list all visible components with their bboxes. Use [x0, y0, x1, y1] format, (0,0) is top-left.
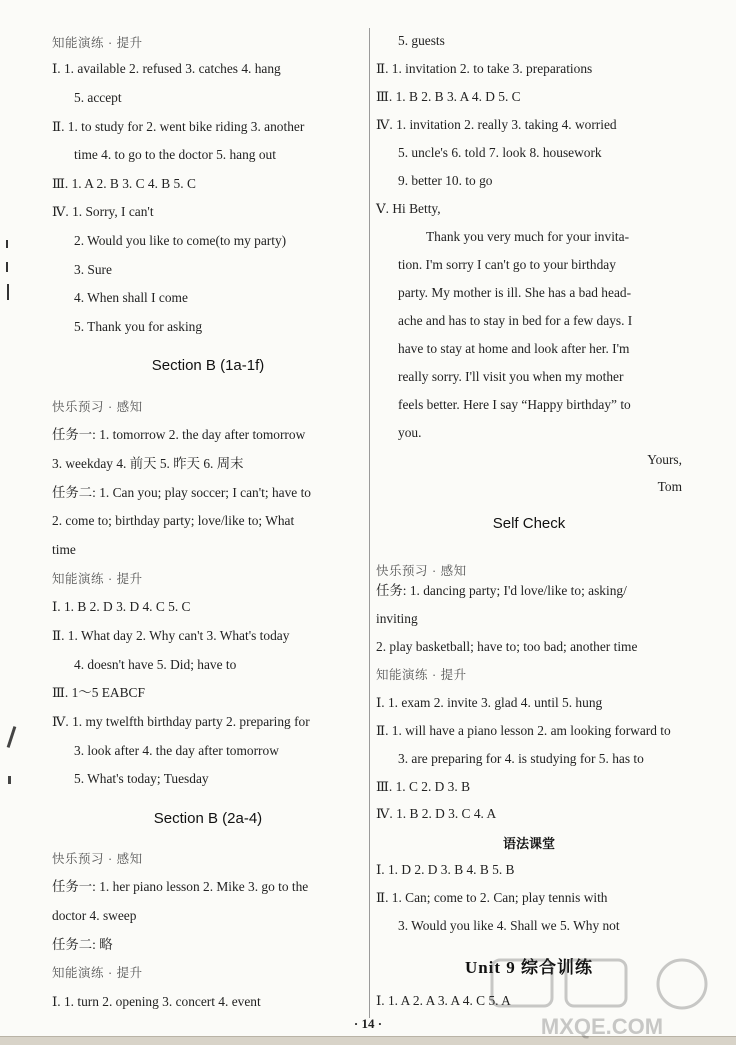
binding-hole-mark [8, 776, 11, 784]
answer-line: 5. uncle's 6. told 7. look 8. housework [398, 145, 602, 160]
answer-line: Ⅰ. 1. turn 2. opening 3. concert 4. event [52, 994, 261, 1009]
svg-text:MXQE.COM: MXQE.COM [540, 1014, 664, 1039]
answer-line: 3. weekday 4. 前天 5. 昨天 6. 周末 [52, 456, 244, 471]
answer-line: 任务一: 1. her piano lesson 2. Mike 3. go to the [52, 879, 309, 894]
answer-line: Ⅰ. 1. A 2. A 3. A 4. C 5. A [376, 993, 511, 1008]
subsection-heading: 知能演练 · 提升 [52, 36, 143, 50]
answer-line: Ⅱ. 1. to study for 2. went bike riding 3. another [52, 119, 305, 134]
answer-line: Ⅲ. 1～5 EABCF [52, 685, 145, 700]
answer-line: Ⅰ. 1. B 2. D 3. D 4. C 5. C [52, 599, 191, 614]
subsection-heading: 快乐预习 · 感知 [376, 564, 467, 578]
answer-line: Ⅳ. 1. invitation 2. really 3. taking 4. worried [376, 117, 617, 132]
answer-line: Ⅲ. 1. C 2. D 3. B [376, 779, 471, 794]
answer-line: Ⅱ. 1. will have a piano lesson 2. am looking forward to [376, 723, 671, 738]
answer-line: really sorry. I'll visit you when my mother [398, 369, 624, 384]
answer-line: 3. are preparing for 4. is studying for 5. has to [398, 751, 644, 766]
answer-line: Ⅳ. 1. Sorry, I can't [52, 204, 154, 219]
unit-title: Unit 9 综合训练 [464, 958, 594, 977]
answer-line: 2. Would you like to come(to my party) [74, 233, 287, 248]
answer-line: 5. guests [398, 33, 445, 48]
answer-line: you. [398, 425, 422, 440]
answer-line: inviting [376, 611, 418, 626]
letter-signature: Tom [657, 479, 682, 494]
answer-line: feels better. Here I say “Happy birthday” to [398, 397, 631, 412]
answer-line: 3. Sure [74, 262, 112, 277]
page-number: · 14 · [353, 1016, 383, 1031]
answer-line: 任务一: 1. tomorrow 2. the day after tomorrow [52, 427, 306, 442]
answer-line: Ⅳ. 1. B 2. D 3. C 4. A [376, 806, 497, 821]
answer-line: time [52, 542, 76, 557]
answer-line: Ⅳ. 1. my twelfth birthday party 2. preparing for [52, 714, 310, 729]
answer-line: ache and has to stay in bed for a few days. I [398, 313, 633, 328]
subsection-heading: 快乐预习 · 感知 [52, 400, 143, 414]
answer-line: 2. come to; birthday party; love/like to; What [52, 513, 295, 528]
answer-line: Ⅰ. 1. available 2. refused 3. catches 4. hang [52, 61, 281, 76]
answer-line: Ⅱ. 1. Can; come to 2. Can; play tennis with [376, 890, 608, 905]
subsection-heading: 知能演练 · 提升 [52, 966, 143, 980]
answer-line: 任务: 1. dancing party; I'd love/like to; asking/ [376, 583, 627, 598]
answer-line: Ⅰ. 1. exam 2. invite 3. glad 4. until 5. hung [376, 695, 603, 710]
answer-line: 5. Thank you for asking [74, 319, 203, 334]
section-heading: Section B (1a-1f) [151, 357, 265, 374]
answer-line: 4. When shall I come [74, 290, 188, 305]
answer-line: 9. better 10. to go [398, 173, 493, 188]
answer-line: Ⅲ. 1. B 2. B 3. A 4. D 5. C [376, 89, 521, 104]
answer-line: 3. Would you like 4. Shall we 5. Why not [398, 918, 620, 933]
answer-line: party. My mother is ill. She has a bad head- [398, 285, 632, 300]
section-heading: 语法课堂 [502, 836, 555, 851]
answer-line: Ⅴ. Hi Betty, [376, 201, 441, 216]
answer-line: Ⅲ. 1. A 2. B 3. C 4. B 5. C [52, 176, 196, 191]
answer-line: Ⅱ. 1. What day 2. Why can't 3. What's today [52, 628, 290, 643]
answer-line: 任务二: 1. Can you; play soccer; I can't; have to [52, 485, 311, 500]
binding-hole-mark [6, 240, 8, 248]
answer-line: 5. What's today; Tuesday [74, 771, 209, 786]
answer-line: tion. I'm sorry I can't go to your birthday [398, 257, 616, 272]
subsection-heading: 知能演练 · 提升 [376, 668, 467, 682]
answer-line: Thank you very much for your invita- [426, 229, 630, 244]
answer-line: Ⅰ. 1. D 2. D 3. B 4. B 5. B [376, 862, 515, 877]
answer-line: have to stay at home and look after her. I'm [398, 341, 630, 356]
watermark-logo [482, 954, 722, 1040]
answer-line: doctor 4. sweep [52, 908, 137, 923]
subsection-heading: 知能演练 · 提升 [52, 572, 143, 586]
answer-line: 5. accept [74, 90, 122, 105]
section-heading: Section B (2a-4) [153, 810, 263, 827]
binding-hole-mark [7, 284, 9, 300]
answer-line: Ⅱ. 1. invitation 2. to take 3. preparations [376, 61, 593, 76]
binding-hole-mark [6, 262, 8, 272]
answer-line: 4. doesn't have 5. Did; have to [74, 657, 237, 672]
letter-signature: Yours, [647, 452, 682, 467]
answer-line: 任务二: 略 [52, 937, 113, 952]
answer-line: 3. look after 4. the day after tomorrow [74, 743, 279, 758]
answer-line: 2. play basketball; have to; too bad; another time [376, 639, 638, 654]
subsection-heading: 快乐预习 · 感知 [52, 852, 143, 866]
column-divider [369, 28, 370, 1018]
section-heading: Self Check [492, 515, 566, 532]
binding-hole-mark [7, 726, 17, 748]
answer-line: time 4. to go to the doctor 5. hang out [74, 147, 276, 162]
